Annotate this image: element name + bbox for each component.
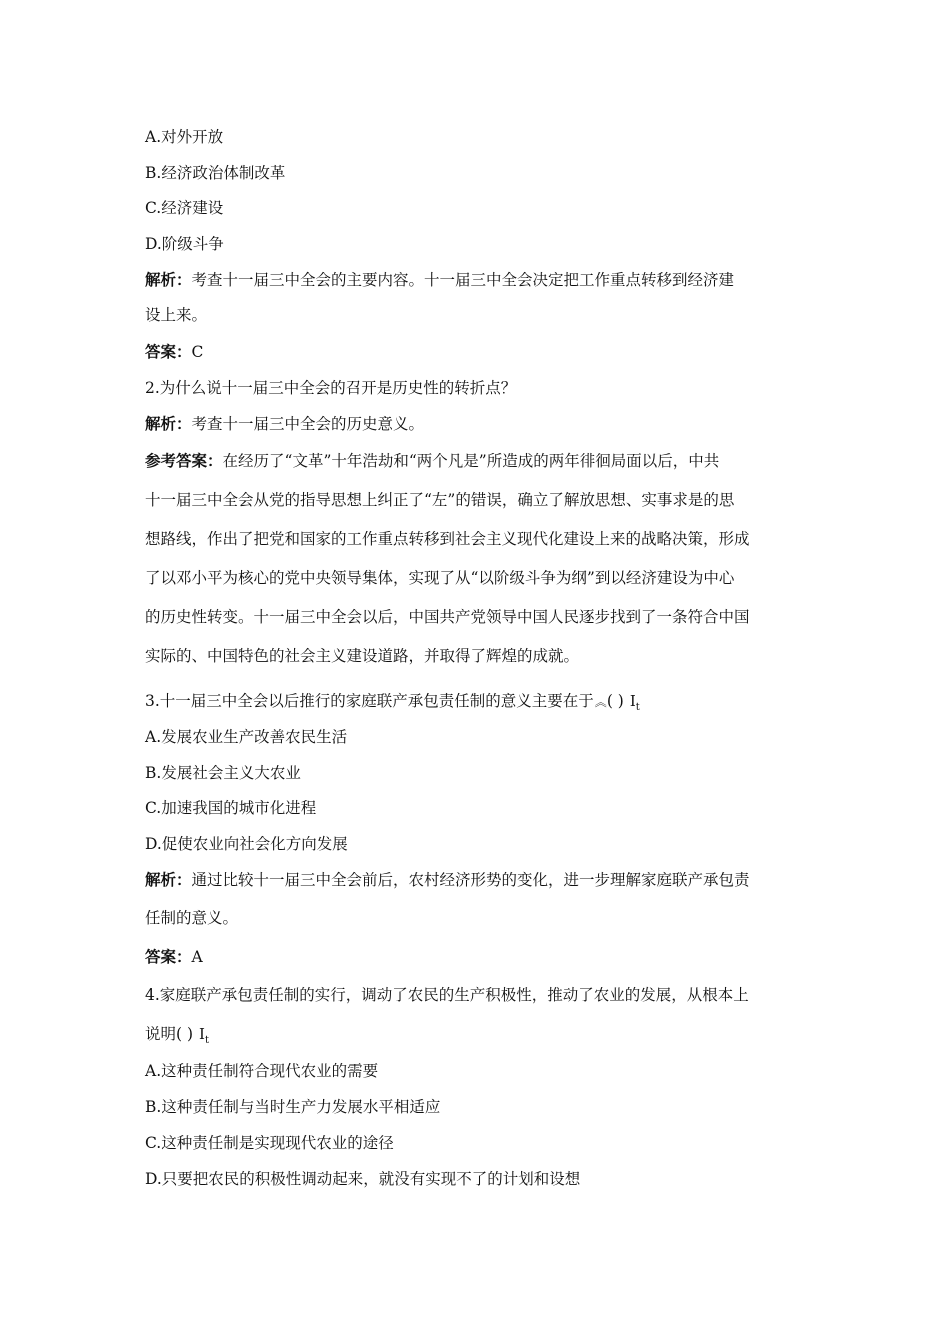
q2-ref-line: 实际的、中国特色的社会主义建设道路，并取得了辉煌的成就。 <box>145 647 580 665</box>
tag-sub: t <box>204 1035 209 1046</box>
q4-option-a: A.这种责任制符合现代农业的需要 <box>145 1062 379 1080</box>
q1-option-a: A.对外开放 <box>145 128 224 146</box>
reference-answer-label: 参考答案： <box>145 452 223 470</box>
question-text: 说明( ) <box>145 1025 194 1043</box>
question-tag <box>629 692 640 713</box>
analysis-text: 考查十一届三中全会的主要内容。十一届三中全会决定把工作重点转移到经济建 <box>191 271 735 289</box>
q1-option-c: C.经济建设 <box>145 199 224 217</box>
q1-option-b: B.经济政治体制改革 <box>145 164 286 182</box>
q3-question <box>145 690 640 719</box>
tag-sub: t <box>635 702 640 713</box>
analysis-label: 解析： <box>145 271 192 289</box>
q3-analysis <box>145 869 750 891</box>
question-tag <box>199 1025 209 1046</box>
q4-option-b: B.这种责任制与当时生产力发展水平相适应 <box>145 1098 441 1116</box>
q3-option-a: A.发展农业生产改善农民生活 <box>145 728 348 746</box>
tag-main: I <box>199 1025 205 1043</box>
q1-option-d: D.阶级斗争 <box>145 235 224 253</box>
analysis-label: 解析： <box>145 871 192 889</box>
q2-ref-line: 了以邓小平为核心的党中央领导集体，实现了从“以阶级斗争为纲”到以经济建设为中心 <box>145 569 735 587</box>
q2-ref-line: 的历史性转变。十一届三中全会以后，中国共产党领导中国人民逐步找到了一条符合中国 <box>145 608 750 626</box>
q4-option-c: C.这种责任制是实现现代农业的途径 <box>145 1134 394 1152</box>
q3-analysis-cont: 任制的意义。 <box>145 909 239 927</box>
q2-reference-answer <box>145 450 719 472</box>
q3-option-d: D.促使农业向社会化方向发展 <box>145 835 348 853</box>
q1-analysis <box>145 269 734 291</box>
answer-paren: ( ) <box>606 692 624 710</box>
q4-question: 4.家庭联产承包责任制的实行，调动了农民的生产积极性，推动了农业的发展，从根本上 <box>145 986 749 1004</box>
q2-ref-line: 想路线，作出了把党和国家的工作重点转移到社会主义现代化建设上来的战略决策，形成 <box>145 530 750 548</box>
q1-answer <box>145 341 203 363</box>
q1-analysis-cont: 设上来。 <box>145 306 208 324</box>
question-text: 3.十一届三中全会以后推行的家庭联产承包责任制的意义主要在于 <box>145 692 594 710</box>
answer-label: 答案： <box>145 343 192 361</box>
tag-main: I <box>629 692 636 710</box>
q3-option-c: C.加速我国的城市化进程 <box>145 799 317 817</box>
answer-value: A <box>191 948 203 966</box>
q2-ref-line: 十一届三中全会从党的指导思想上纠正了“左”的错误，确立了解放思想、实事求是的思 <box>145 491 735 509</box>
q4-option-d: D.只要把农民的积极性调动起来，就没有实现不了的计划和设想 <box>145 1170 581 1188</box>
analysis-text: 通过比较十一届三中全会前后，农村经济形势的变化，进一步理解家庭联产承包责 <box>191 871 750 889</box>
reference-answer-text: 在经历了“文革”十年浩劫和“两个凡是”所造成的两年徘徊局面以后，中共 <box>222 452 720 470</box>
q2-analysis <box>145 413 424 435</box>
analysis-label: 解析： <box>145 415 192 433</box>
answer-label: 答案： <box>145 948 192 966</box>
answer-value: C <box>191 343 204 361</box>
q4-question-cont <box>145 1023 209 1052</box>
double-caret-mark: ︽ <box>594 695 607 709</box>
q2-question: 2.为什么说十一届三中全会的召开是历史性的转折点？ <box>145 379 517 397</box>
q3-option-b: B.发展社会主义大农业 <box>145 764 301 782</box>
analysis-text: 考查十一届三中全会的历史意义。 <box>191 415 425 433</box>
q3-answer <box>145 946 203 968</box>
